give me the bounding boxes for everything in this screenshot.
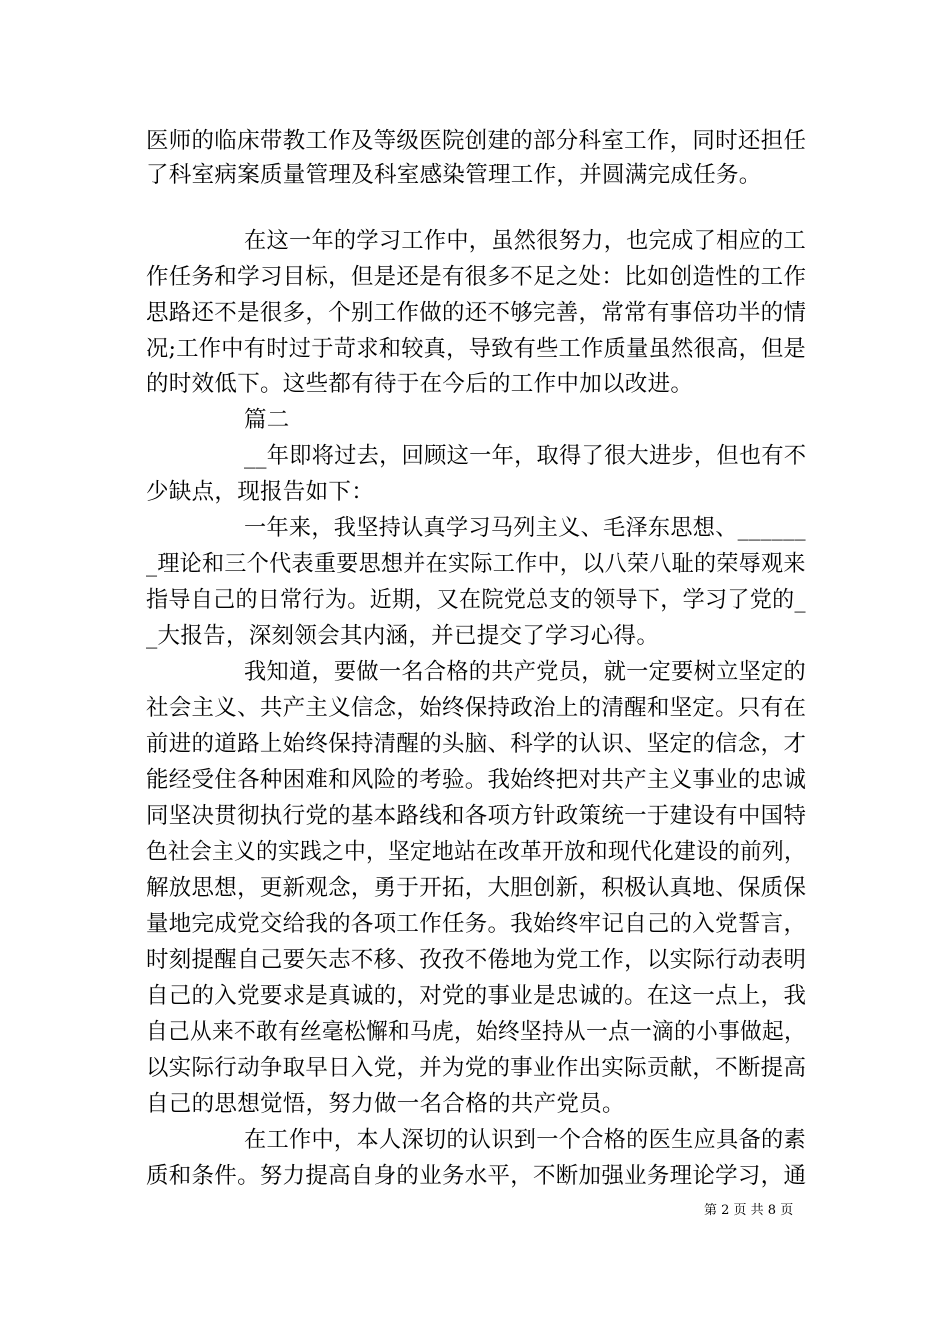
text-line: 指导自己的日常行为。近期，又在院党总支的领导下，学习了党的_ xyxy=(146,587,806,613)
text-line: 质和条件。努力提高自身的业务水平，不断加强业务理论学习，通 xyxy=(146,1163,807,1189)
text-line: 在这一年的学习工作中，虽然很努力，也完成了相应的工 xyxy=(244,228,807,254)
text-line: 社会主义、共产主义信念，始终保持政治上的清醒和坚定。只有在 xyxy=(146,695,807,721)
text-line: __年即将过去，回顾这一年，取得了很大进步，但也有不 xyxy=(244,443,807,469)
text-line: _大报告，深刻领会其内涵，并已提交了学习心得。 xyxy=(146,623,660,649)
text-line: 在工作中，本人深切的认识到一个合格的医生应具备的素 xyxy=(244,1127,807,1153)
text-line: 量地完成党交给我的各项工作任务。我始终牢记自己的入党誓言， xyxy=(146,911,807,937)
text-line: 同坚决贯彻执行党的基本路线和各项方针政策统一于建设有中国特 xyxy=(146,803,807,829)
section-heading: 篇二 xyxy=(244,407,290,433)
text-line: 了科室病案质量管理及科室感染管理工作，并圆满完成任务。 xyxy=(146,162,762,188)
text-line: 少缺点，现报告如下： xyxy=(146,479,375,505)
text-line: 作任务和学习目标，但是还是有很多不足之处：比如创造性的工作 xyxy=(146,264,807,290)
text-line: 我知道，要做一名合格的共产党员，就一定要树立坚定的 xyxy=(244,659,807,685)
text-line: 自己的思想觉悟，努力做一名合格的共产党员。 xyxy=(146,1091,625,1117)
text-line: 色社会主义的实践之中，坚定地站在改革开放和现代化建设的前列， xyxy=(146,839,807,865)
text-line: _理论和三个代表重要思想并在实际工作中，以八荣八耻的荣辱观来 xyxy=(146,551,806,577)
text-line: 医师的临床带教工作及等级医院创建的部分科室工作，同时还担任 xyxy=(146,128,807,154)
page-number-footer: 第 2 页 共 8 页 xyxy=(704,1203,794,1218)
text-line: 解放思想，更新观念，勇于开拓，大胆创新，积极认真地、保质保 xyxy=(146,875,807,901)
text-line: 前进的道路上始终保持清醒的头脑、科学的认识、坚定的信念，才 xyxy=(146,731,807,757)
text-line: 一年来，我坚持认真学习马列主义、毛泽东思想、______ xyxy=(244,515,806,541)
text-line: 自己的入党要求是真诚的，对党的事业是忠诚的。在这一点上，我 xyxy=(146,983,807,1009)
text-line: 能经受住各种困难和风险的考验。我始终把对共产主义事业的忠诚 xyxy=(146,767,807,793)
text-line: 的时效低下。这些都有待于在今后的工作中加以改进。 xyxy=(146,371,694,397)
text-line: 以实际行动争取早日入党，并为党的事业作出实际贡献，不断提高 xyxy=(146,1055,807,1081)
text-line: 况;工作中有时过于苛求和较真，导致有些工作质量虽然很高，但是 xyxy=(146,336,807,362)
text-line: 自己从来不敢有丝毫松懈和马虎，始终坚持从一点一滴的小事做起， xyxy=(146,1019,807,1045)
text-line: 时刻提醒自己要矢志不移、孜孜不倦地为党工作，以实际行动表明 xyxy=(146,947,807,973)
text-line: 思路还不是很多，个别工作做的还不够完善，常常有事倍功半的情 xyxy=(146,300,807,326)
